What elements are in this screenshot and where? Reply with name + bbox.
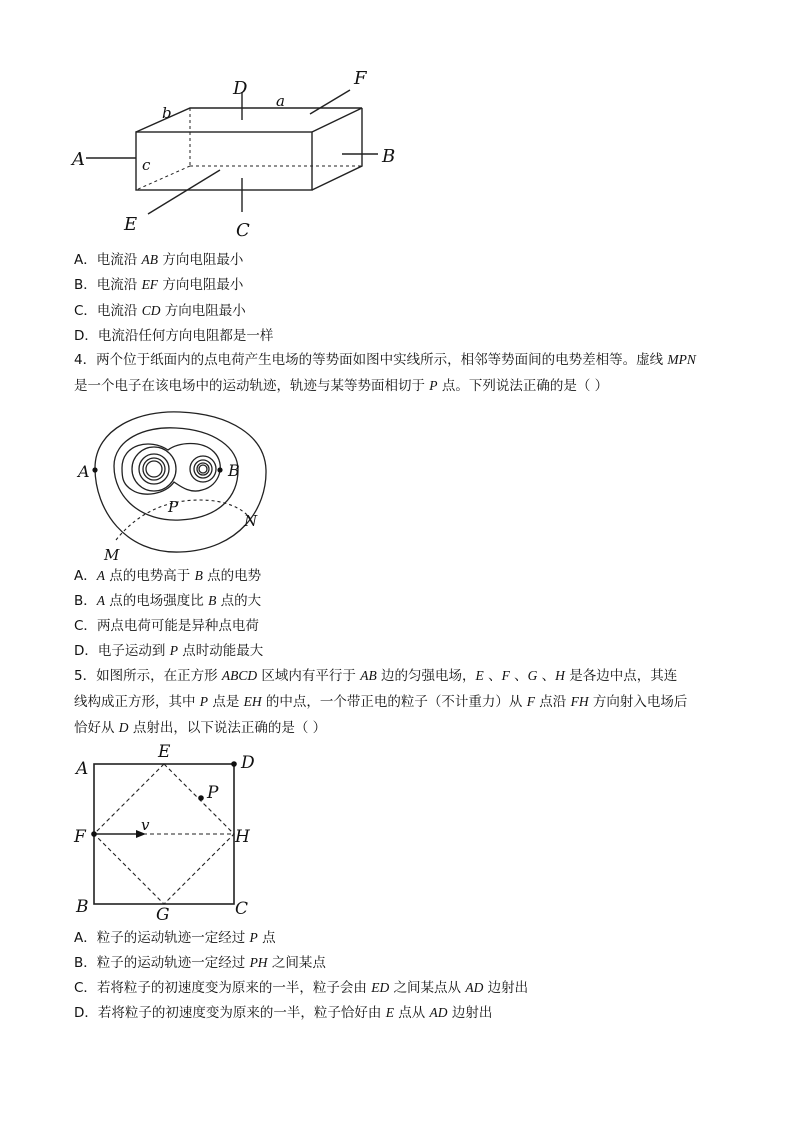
label-C: C [236,220,250,241]
q4-option-a: A．A 点的电势高于 B 点的电势 [74,568,262,584]
label-G: G [156,905,170,925]
q4-option-d: D．电子运动到 P 点时动能最大 [74,643,264,659]
equipotential-figure [70,400,290,565]
label-P: P [168,498,179,516]
label-F: F [74,827,86,847]
q3-option-c: C．电流沿 CD 方向电阻最小 [74,303,246,319]
q3-option-b: B．电流沿 EF 方向电阻最小 [74,277,244,293]
equipotential-peanut [122,444,220,495]
label-v: v [141,816,150,834]
point-A [92,467,97,472]
label-D: D [241,753,255,773]
label-H: H [235,827,250,847]
label-C: C [235,899,249,919]
label-B: B [76,897,89,917]
point-P [198,795,204,801]
q5-option-a: A．粒子的运动轨迹一定经过 P 点 [74,930,276,946]
label-c: c [142,156,151,174]
label-B: B [228,461,240,480]
q5-stem-line3: 恰好从 D 点射出，以下说法正确的是（ ） [74,720,327,736]
label-M: M [104,546,120,564]
block-front-face [136,132,312,190]
label-P: P [207,783,219,803]
q3-option-a: A．电流沿 AB 方向电阻最小 [74,252,244,268]
block-figure [70,62,410,244]
label-E: E [124,214,138,235]
equipotential-outer [95,412,266,552]
q4-option-b: B．A 点的电场强度比 B 点的大 [74,593,262,609]
q5-option-b: B．粒子的运动轨迹一定经过 PH 之间某点 [74,955,326,971]
lead-E [148,170,220,214]
point-F [91,831,97,837]
q5-stem-line2: 线构成正方形，其中 P 点是 EH 的中点，一个带正电的粒子（不计重力）从 F 点沿 FH 方向射入电场后 [74,694,688,710]
label-A: A [72,149,85,170]
lead-F [310,90,350,114]
point-D [231,761,237,767]
q5-option-d: D．若将粒子的初速度变为原来的一半，粒子恰好由 E 点从 AD 边射出 [74,1005,493,1021]
square-figure [70,740,270,925]
label-A: A [78,462,90,481]
q5-option-c: C．若将粒子的初速度变为原来的一半，粒子会由 ED 之间某点从 AD 边射出 [74,980,529,996]
q5-stem-line1: 5．如图所示，在正方形 ABCD 区域内有平行于 AB 边的匀强电场，E 、F 、G 、H 是各边中点，其连 [74,668,678,684]
label-D: D [233,78,248,99]
label-F: F [354,68,367,89]
q4-stem-line1: 4．两个位于纸面内的点电荷产生电场的等势面如图中实线所示，相邻等势面间的电势差相等。虚线 MPN [74,352,696,368]
label-N: N [244,512,258,530]
label-E: E [158,742,171,762]
q3-option-d: D．电流沿任何方向电阻都是一样 [74,328,274,344]
label-b: b [162,104,172,122]
q4-option-c: C．两点电荷可能是异种点电荷 [74,618,259,634]
label-a: a [276,92,285,110]
label-B: B [382,146,396,167]
q4-stem-line2: 是一个电子在该电场中的运动轨迹，轨迹与某等势面相切于 P 点。下列说法正确的是（ ） [74,378,609,394]
point-B [217,467,222,472]
label-A: A [76,759,89,779]
